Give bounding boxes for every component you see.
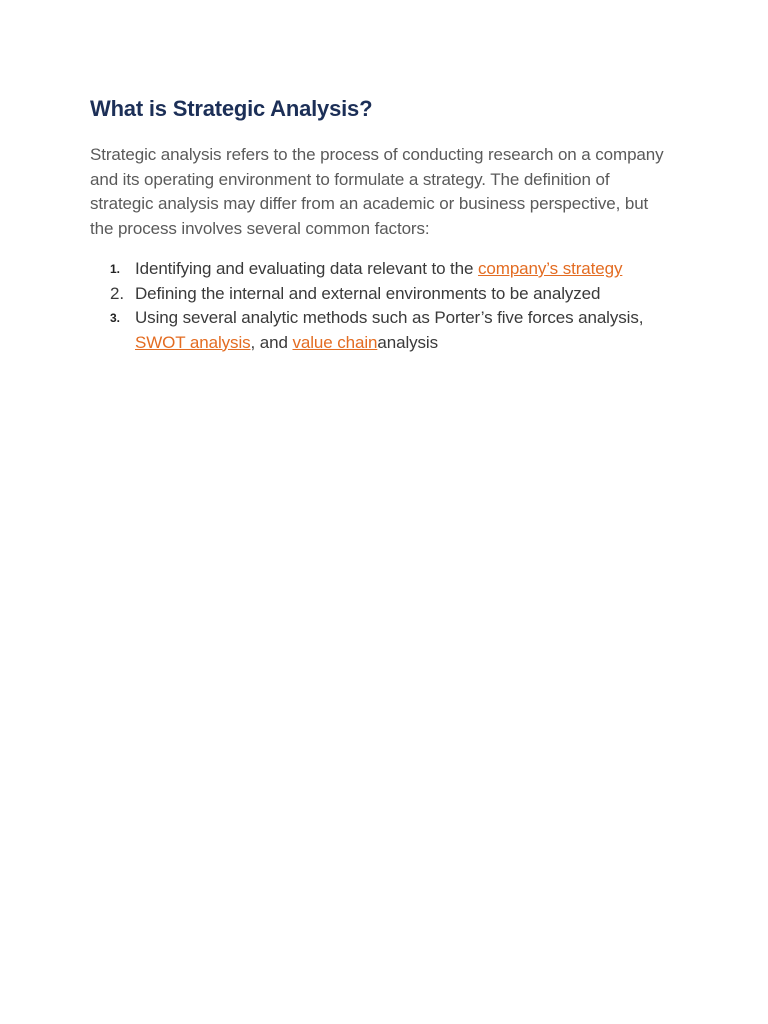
list-item-text: Identifying and evaluating data relevant to the (135, 259, 479, 278)
company-strategy-link[interactable]: company’s strategy (478, 259, 623, 278)
factors-list (90, 257, 690, 355)
intro-paragraph: Strategic analysis refers to the process of conducting research on a company and its operating environment to formulate a strategy. The definition of strategic analysis may differ from an academic or business perspective, but the process involves several common factors: (90, 145, 664, 238)
swot-analysis-link[interactable]: SWOT analysis (135, 332, 251, 352)
list-number: 3. (110, 311, 120, 325)
list-item-text: analysis (377, 332, 438, 352)
list-item (90, 282, 690, 307)
page-title: What is Strategic Analysis? (90, 96, 373, 121)
list-item (90, 257, 690, 282)
list-item-text: Using several analytic methods such as Porter’s five forces analysis, (135, 308, 644, 327)
list-number: 2. (110, 283, 124, 303)
list-number: 1. (110, 262, 120, 276)
list-item-text: Defining the internal and external environments to be analyzed (135, 283, 601, 303)
value-chain-link[interactable]: value chain (292, 332, 378, 352)
list-item (90, 306, 690, 355)
list-item-text: , and (250, 332, 293, 352)
